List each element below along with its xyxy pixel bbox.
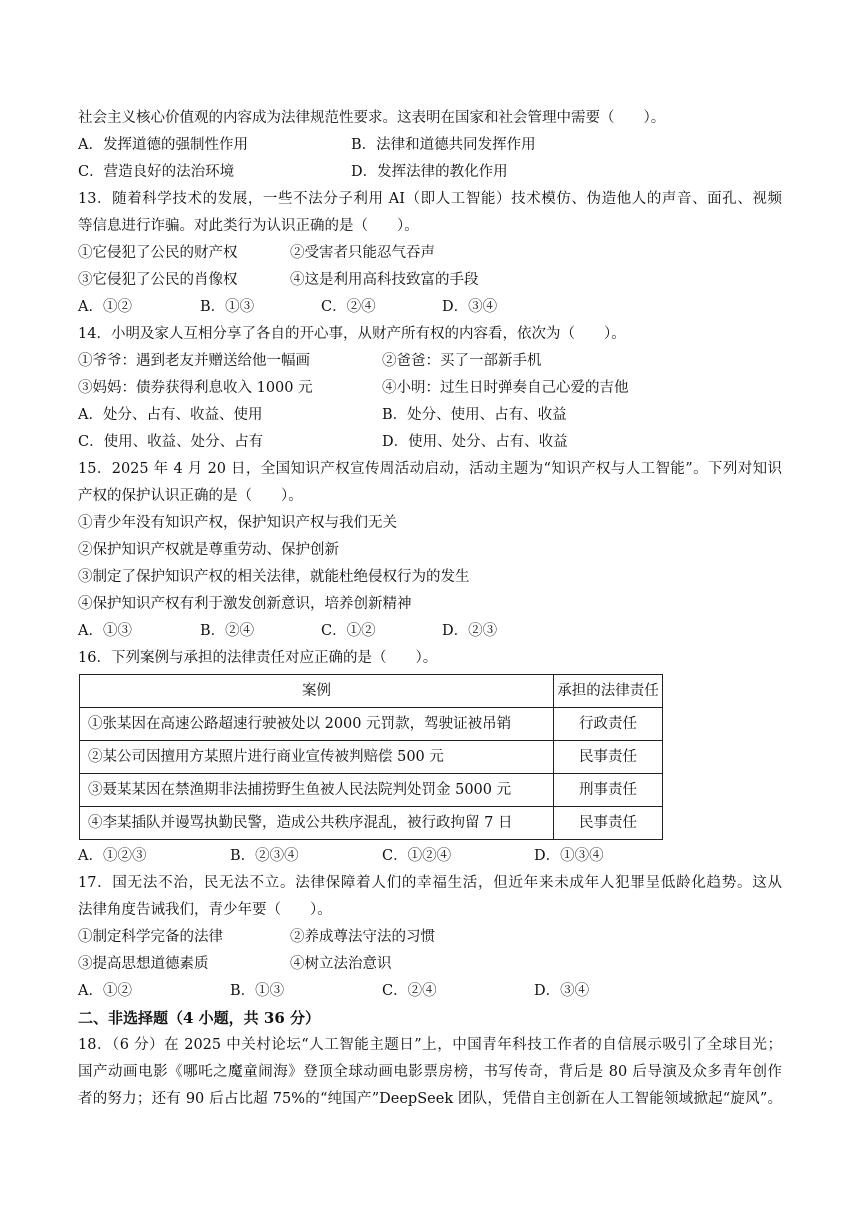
- q13-item-3: ③它侵犯了公民的肖像权: [78, 272, 238, 288]
- table-cell-case: ①张某因在高速公路超速行驶被处以 2000 元罚款，驾驶证被吊销: [80, 708, 554, 741]
- table-cell-case: ②某公司因擅用方某照片进行商业宣传被判赔偿 500 元: [80, 741, 554, 774]
- q12-stem: 社会主义核心价值观的内容成为法律规范性要求。这表明在国家和社会管理中需要（ ）。: [78, 110, 666, 126]
- q18-stem-line1: 18．（6 分）在 2025 中关村论坛“人工智能主题日”上，中国青年科技工作者的自信展示吸引了全球目光；: [78, 1037, 782, 1053]
- q17-option-d: D．③④: [534, 983, 590, 999]
- table-cell-liability: 民事责任: [554, 807, 663, 840]
- q14-stem: 14．小明及家人互相分享了各自的开心事，从财产所有权的内容看，依次为（ ）。: [78, 326, 626, 342]
- q17-item-2: ②养成尊法守法的习惯: [290, 929, 435, 945]
- table-cell-liability: 民事责任: [554, 741, 663, 774]
- q18-stem-line3: 者的努力；还有 90 后占比超 75%的“纯国产”DeepSeek 团队，凭借自主创新在人工智能领域掀起“旋风”。: [78, 1091, 782, 1107]
- q12-option-a: A．发挥道德的强制性作用: [78, 137, 248, 153]
- q13-item-2: ②受害者只能忍气吞声: [290, 245, 435, 261]
- q13-option-c: C．②④: [321, 299, 376, 315]
- q15-item-3: ③制定了保护知识产权的相关法律，就能杜绝侵权行为的发生: [78, 569, 470, 585]
- q17-option-a: A．①②: [78, 983, 132, 999]
- table-header-liability: 承担的法律责任: [554, 675, 663, 708]
- q13-option-b: B．①③: [200, 299, 255, 315]
- q14-option-c: C．使用、收益、处分、占有: [78, 434, 264, 450]
- table-cell-case: ③聂某某因在禁渔期非法捕捞野生鱼被人民法院判处罚金 5000 元: [80, 774, 554, 807]
- table-row: [80, 741, 663, 774]
- table-cell-case: ④李某插队并谩骂执勤民警，造成公共秩序混乱，被行政拘留 7 日: [80, 807, 554, 840]
- table-row: [80, 708, 663, 741]
- q15-option-c: C．①②: [321, 623, 376, 639]
- q14-option-a: A．处分、占有、收益、使用: [78, 407, 263, 423]
- q14-option-d: D．使用、处分、占有、收益: [382, 434, 568, 450]
- q16-option-b: B．②③④: [230, 848, 299, 864]
- table-row: [80, 774, 663, 807]
- q12-option-d: D．发挥法律的教化作用: [351, 164, 508, 180]
- section-title: 二、非选择题（4 小题，共 36 分）: [78, 1009, 320, 1027]
- q15-item-4: ④保护知识产权有利于激发创新意识，培养创新精神: [78, 596, 412, 612]
- q16-option-c: C．①②④: [382, 848, 452, 864]
- table-header-row: [80, 675, 663, 708]
- q15-item-2: ②保护知识产权就是尊重劳动、保护创新: [78, 542, 339, 558]
- q13-option-d: D．③④: [442, 299, 498, 315]
- q18-stem-line2: 国产动画电影《哪吒之魔童闹海》登顶全球动画电影票房榜，书写传奇，背后是 80 后导演及众多青年创作: [78, 1064, 782, 1080]
- q14-option-b: B．处分、使用、占有、收益: [382, 407, 567, 423]
- q12-option-b: B．法律和道德共同发挥作用: [351, 137, 536, 153]
- q15-option-b: B．②④: [200, 623, 255, 639]
- q14-item-4: ④小明：过生日时弹奏自己心爱的吉他: [382, 380, 629, 396]
- q12-option-c: C．营造良好的法治环境: [78, 164, 235, 180]
- q13-stem-line1: 13．随着科学技术的发展，一些不法分子利用 AI（即人工智能）技术模仿、伪造他人的声音、面孔、视频: [78, 191, 782, 207]
- q13-item-4: ④这是利用高科技致富的手段: [290, 272, 479, 288]
- q17-stem-line2: 法律角度告诫我们，青少年要（ ）。: [78, 902, 332, 918]
- q17-option-c: C．②④: [382, 983, 437, 999]
- q14-item-1: ①爷爷：遇到老友并赠送给他一幅画: [78, 353, 310, 369]
- q17-item-1: ①制定科学完备的法律: [78, 929, 223, 945]
- q15-stem-line1: 15．2025 年 4 月 20 日，全国知识产权宣传周活动启动，活动主题为“知识产权与人工智能”。下列对知识: [78, 461, 782, 477]
- q13-item-1: ①它侵犯了公民的财产权: [78, 245, 238, 261]
- q14-item-3: ③妈妈：债券获得利息收入 1000 元: [78, 380, 313, 396]
- q16-stem: 16．下列案例与承担的法律责任对应正确的是（ ）。: [78, 650, 438, 666]
- table-cell-liability: 刑事责任: [554, 774, 663, 807]
- q16-table: [79, 674, 663, 840]
- q16-option-d: D．①③④: [534, 848, 604, 864]
- q15-option-a: A．①③: [78, 623, 132, 639]
- q15-option-d: D．②③: [442, 623, 498, 639]
- q16-option-a: A．①②③: [78, 848, 147, 864]
- table-row: [80, 807, 663, 840]
- q15-item-1: ①青少年没有知识产权，保护知识产权与我们无关: [78, 515, 397, 531]
- q13-option-a: A．①②: [78, 299, 132, 315]
- q14-item-2: ②爸爸：买了一部新手机: [382, 353, 542, 369]
- q17-option-b: B．①③: [230, 983, 285, 999]
- q17-item-3: ③提高思想道德素质: [78, 956, 209, 972]
- q17-stem-line1: 17．国无法不治，民无法不立。法律保障着人们的幸福生活，但近年来未成年人犯罪呈低龄化趋势。这从: [78, 875, 782, 891]
- q17-item-4: ④树立法治意识: [290, 956, 392, 972]
- table-cell-liability: 行政责任: [554, 708, 663, 741]
- q13-stem-line2: 等信息进行诈骗。对此类行为认识正确的是（ ）。: [78, 218, 419, 234]
- table-header-case: 案例: [80, 675, 554, 708]
- q15-stem-line2: 产权的保护认识正确的是（ ）。: [78, 488, 303, 504]
